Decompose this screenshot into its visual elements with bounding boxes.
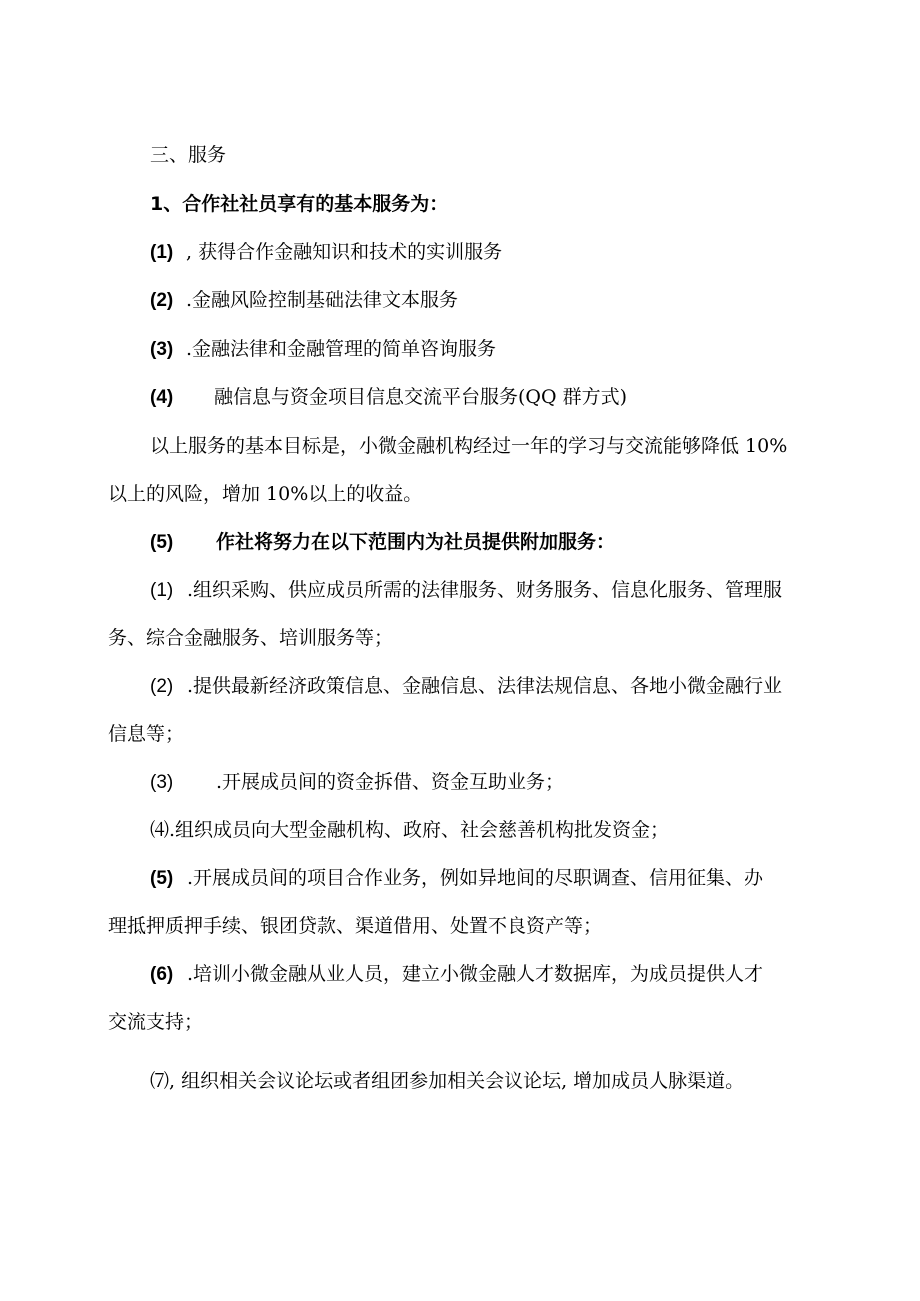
basic-service-item	[150, 288, 458, 313]
item-text: .金融法律和金融管理的简单咨询服务	[186, 338, 497, 360]
item-marker: (5)	[150, 868, 174, 889]
additional-service-continuation: 信息等；	[108, 723, 185, 745]
additional-service-item	[150, 962, 763, 987]
item-text: , 组织相关会议论坛或者组团参加相关会议论坛, 增加成员人脉渠道。	[169, 1070, 745, 1092]
item-text: , 获得合作金融知识和技术的实训服务	[186, 241, 503, 263]
item-marker: (3)	[150, 339, 174, 360]
item-marker: (3)	[150, 772, 174, 793]
item-marker: ⑺	[150, 1070, 170, 1092]
additional-service-item	[150, 1069, 744, 1093]
item-text: 融信息与资金项目信息交流平台服务(QQ 群方式)	[214, 386, 628, 408]
basic-service-item	[150, 385, 627, 410]
additional-service-item	[150, 578, 782, 603]
item-marker: (6)	[150, 964, 174, 985]
item-text: .培训小微金融从业人员，建立小微金融人才数据库，为成员提供人才	[187, 963, 764, 985]
item-marker: (1)	[150, 580, 174, 601]
additional-service-item	[150, 770, 564, 795]
item-text: .开展成员间的资金拆借、资金互助业务；	[216, 771, 565, 793]
goal-paragraph-line: 以上的风险，增加 10%以上的收益。	[108, 483, 423, 505]
item-marker: (2)	[150, 290, 174, 311]
subheading: 1、合作社社员享有的基本服务为：	[150, 193, 449, 215]
item-text: .开展成员间的项目合作业务，例如异地间的尽职调查、信用征集、办	[187, 867, 764, 889]
additional-service-item	[150, 674, 782, 699]
item-marker: ⑷	[150, 819, 170, 841]
item-text: .金融风险控制基础法律文本服务	[186, 289, 459, 311]
heading-marker: (5)	[150, 532, 174, 553]
additional-service-continuation: 理抵押质押手续、银团贷款、渠道借用、处置不良资产等；	[108, 915, 603, 937]
basic-service-item	[150, 240, 502, 265]
item-marker: (4)	[150, 387, 174, 408]
basic-service-item	[150, 337, 496, 362]
item-text: .组织采购、供应成员所需的法律服务、财务服务、信息化服务、管理服	[187, 579, 783, 601]
additional-service-item	[150, 818, 669, 842]
additional-service-continuation: 交流支持；	[108, 1011, 204, 1033]
item-text: .提供最新经济政策信息、金融信息、法律法规信息、各地小微金融行业	[187, 675, 783, 697]
heading-text: 作社将努力在以下范围内为社员提供附加服务：	[216, 531, 616, 553]
item-marker: (1)	[150, 242, 174, 263]
section-heading: 三、服务	[150, 144, 227, 166]
additional-service-continuation: 务、综合金融服务、培训服务等；	[108, 627, 394, 649]
additional-services-heading	[150, 530, 615, 555]
additional-service-item	[150, 866, 763, 891]
goal-paragraph-line: 以上服务的基本目标是，小微金融机构经过一年的学习与交流能够降低 10%	[150, 435, 788, 457]
item-text: .组织成员向大型金融机构、政府、社会慈善机构批发资金；	[169, 819, 670, 841]
item-marker: (2)	[150, 676, 174, 697]
